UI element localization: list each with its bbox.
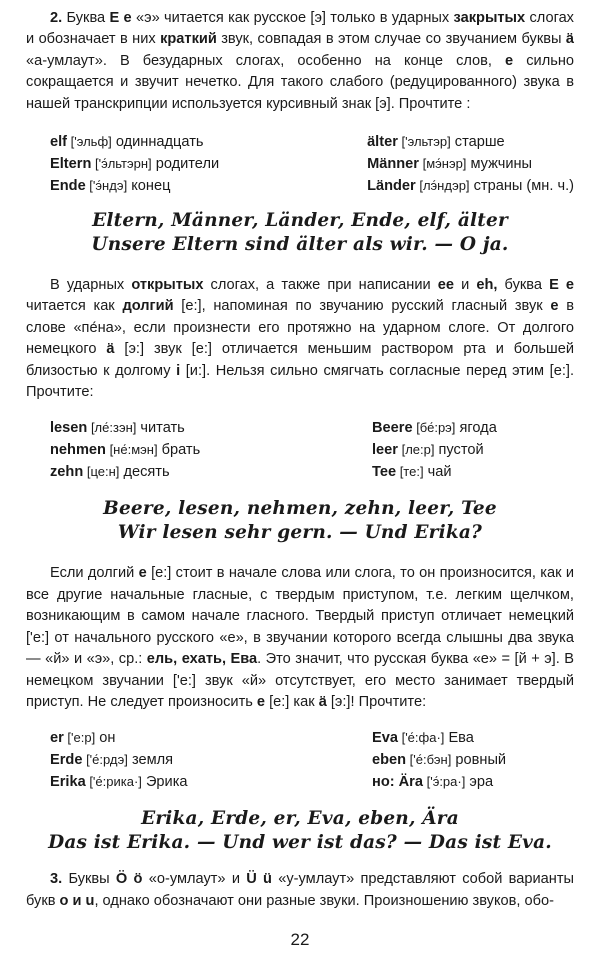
handwriting-line: Unsere Eltern sind älter als wir. — O ja. bbox=[91, 234, 509, 256]
handwriting-line: Erika, Erde, er, Eva, eben, Ära bbox=[141, 808, 459, 830]
vocab-item: nehmen [не́:мэн] брать bbox=[50, 442, 201, 459]
vocab-item: Männer [мэ́нэр] мужчины bbox=[367, 156, 533, 173]
paragraph-initial-e: Если долгий е [е:] стоит в начале слова или слога, то он произносится, как и все другие начальные гласные, с твердым приступом, т.е. легким щелчком, возникающим в самом начале гласного. Твердый приступ отличает немецкий ['е:] от начального русского «е», в звучании которого всегда слышны два звука — «й» и «э», ср.: ель, ехать, Ева. Это значит, что русская буква «е» = [й + э]. В немецком звучании ['е:] звук «й» отсутствует, его место занимает твердый приступ. Не следует произносить е [е:] как ä [э:]! Прочтите: bbox=[26, 565, 574, 710]
vocab-item: Eltern ['э́льтэрн] родители bbox=[50, 156, 220, 173]
vocab-item: Erde ['е́:рдэ] земля bbox=[50, 752, 174, 769]
vocab-item: но: Ära ['э́:ра·] эра bbox=[372, 774, 494, 791]
vocab-item: zehn [це:н] десять bbox=[50, 464, 170, 481]
vocab-item: leer [ле:р] пустой bbox=[372, 442, 484, 459]
vocab-item: er ['е:р] он bbox=[50, 730, 116, 747]
handwriting-block-1 bbox=[26, 209, 574, 257]
vocab-item: Ende ['э́ндэ] конец bbox=[50, 178, 171, 195]
vocab-item: Länder [лэ́ндэр] страны (мн. ч.) bbox=[367, 178, 574, 195]
paragraph-letter-e: 2. Буква Е е «э» читается как русское [э] только в ударных закрытых слогах и обозначает в них краткий звук, совпадая в этом случае со звучанием буквы ä «а-умлаут». В безударных слогах, особенно на конце слов, е сильно сокращается и звучит нечетко. Для такого слабого (редуцированного) звука в нашей транскрипции используется курсивный знак [э]. Прочтите : bbox=[26, 10, 574, 112]
section-number: 2. bbox=[50, 10, 63, 26]
handwriting-line: Beere, lesen, nehmen, zehn, leer, Tee bbox=[103, 498, 497, 520]
section-number: 3. bbox=[50, 871, 63, 888]
vocab-item: Beere [бе́:рэ] ягода bbox=[372, 420, 497, 437]
vocab-list-1 bbox=[50, 131, 574, 197]
vocab-item: älter ['эльтэр] старше bbox=[367, 134, 505, 151]
handwriting-block-2 bbox=[26, 497, 574, 545]
handwriting-line: Wir lesen sehr gern. — Und Erika? bbox=[117, 522, 483, 544]
vocab-item: lesen [ле́:зэн] читать bbox=[50, 420, 185, 437]
paragraph-long-e: В ударных открытых слогах, а также при написании ee и eh, буква Е е читается как долгий [е:], напоминая по звучанию русский гласный звук е в слове «пе́на», если произнести его протяжно на ударном слоге. От долгого немецкого ä [э:] звук [е:] отличается меньшим раствором рта и большей близостью к долгому i [и:]. Нельзя сильно смягчать согласные перед этим [е:]. Прочтите: bbox=[26, 277, 575, 401]
vocab-list-3 bbox=[50, 727, 574, 793]
vocab-item: Eva ['е́:фа·] Ева bbox=[372, 730, 474, 747]
page-number: 22 bbox=[290, 930, 310, 949]
vocab-item: elf ['эльф] одиннадцать bbox=[50, 134, 204, 151]
vocab-list-2 bbox=[50, 417, 574, 483]
handwriting-line: Das ist Erika. — Und wer ist das? — Das ist Eva. bbox=[48, 832, 552, 854]
vocab-item: Erika ['е́:рика·] Эрика bbox=[50, 774, 188, 791]
handwriting-line: Eltern, Männer, Länder, Ende, elf, älter bbox=[92, 210, 508, 232]
vocab-item: eben ['е́:бэн] ровный bbox=[372, 752, 507, 769]
handwriting-block-3 bbox=[26, 807, 574, 855]
vocab-item: Tee [те:] чай bbox=[372, 464, 452, 481]
paragraph-umlauts: 3. Буквы Ö ö «о-умлаут» и Ü ü «у-умлаут» представляют собой варианты букв о и u, однако обозначают они разные звуки. Произношению звуков, обо- bbox=[26, 871, 575, 909]
